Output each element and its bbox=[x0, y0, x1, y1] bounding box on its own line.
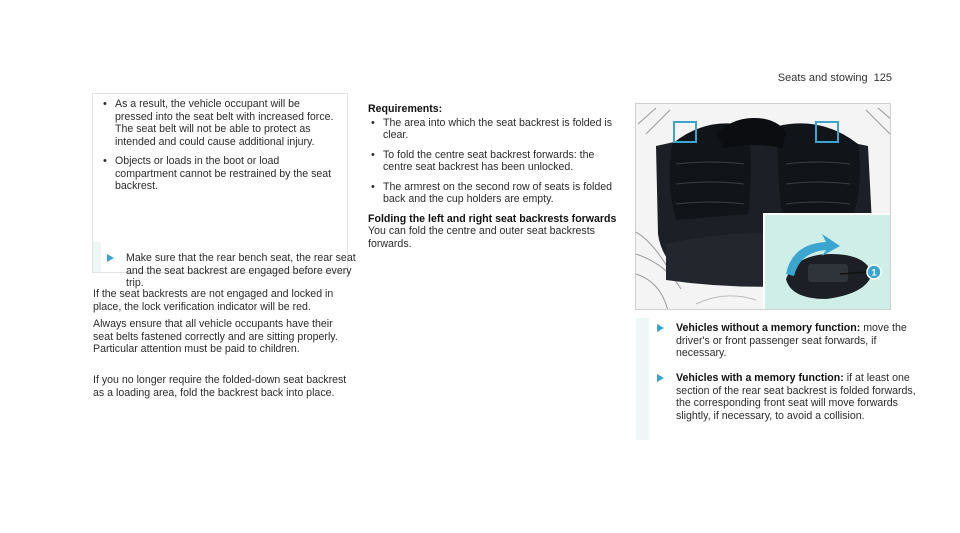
step-text: move the driver's or front passenger seat forwards, if necessary. bbox=[676, 322, 907, 359]
folding-text: You can fold the centre and outer seat backrests forwards. bbox=[368, 225, 595, 250]
rear-seat-illustration bbox=[635, 103, 891, 310]
warning-bullet: • As a result, the vehicle occupant will be pressed into the seat belt with increased force. The seat belt will not be able to protect as intended and could cause additional injury. bbox=[100, 98, 335, 148]
requirements-heading: Requirements: bbox=[368, 103, 443, 115]
warning-box bbox=[92, 93, 356, 289]
requirement-item: • The armrest on the second row of seats is folded back and the cup holders are empty. bbox=[368, 181, 620, 206]
arrow-icon bbox=[657, 374, 664, 382]
page-header bbox=[778, 72, 892, 84]
requirements-list bbox=[368, 117, 620, 206]
section-title: Seats and stowing bbox=[777, 72, 868, 84]
step-label: Vehicles without a memory function: bbox=[676, 322, 861, 334]
step-label: Vehicles with a memory function: bbox=[676, 372, 844, 384]
step-without-memory bbox=[649, 322, 918, 360]
page-number: 125 bbox=[873, 72, 892, 84]
action-tint bbox=[636, 318, 649, 440]
warning-action-text: Make sure that the rear bench seat, the rear seat and the seat backrest are engaged before every trip. bbox=[126, 252, 356, 289]
paragraph: Always ensure that all vehicle occupants have their seat belts fastened correctly and are sitting properly. Particular attention must be paid to children. bbox=[93, 318, 338, 355]
callout-number: 1 bbox=[871, 267, 877, 278]
requirement-item: • To fold the centre seat backrest forwards: the centre seat backrest has been unlocked. bbox=[368, 149, 620, 174]
folding-heading: Folding the left and right seat backrests forwards bbox=[368, 212, 617, 225]
arrow-icon bbox=[657, 324, 664, 332]
step-text: if at least one section of the rear seat backrest is folded forwards, the corresponding front seat will move forwards slightly, if necessary, to avoid a collision. bbox=[676, 372, 916, 422]
rear-seat-drawing bbox=[636, 104, 891, 310]
requirement-item: • The area into which the seat backrest is folded is clear. bbox=[368, 117, 620, 142]
warning-action bbox=[99, 252, 361, 290]
paragraph: If you no longer require the folded-down seat backrest as a loading area, fold the backrest back into place. bbox=[93, 374, 347, 399]
paragraph: If the seat backrests are not engaged and locked in place, the lock verification indicator will be red. bbox=[93, 288, 334, 313]
arrow-icon bbox=[107, 254, 114, 262]
step-with-memory bbox=[649, 372, 918, 422]
warning-bullet: • Objects or loads in the boot or load compartment cannot be restrained by the seat backrest. bbox=[100, 155, 335, 193]
warning-bullet-list bbox=[100, 98, 335, 200]
requirements-section bbox=[368, 103, 620, 250]
